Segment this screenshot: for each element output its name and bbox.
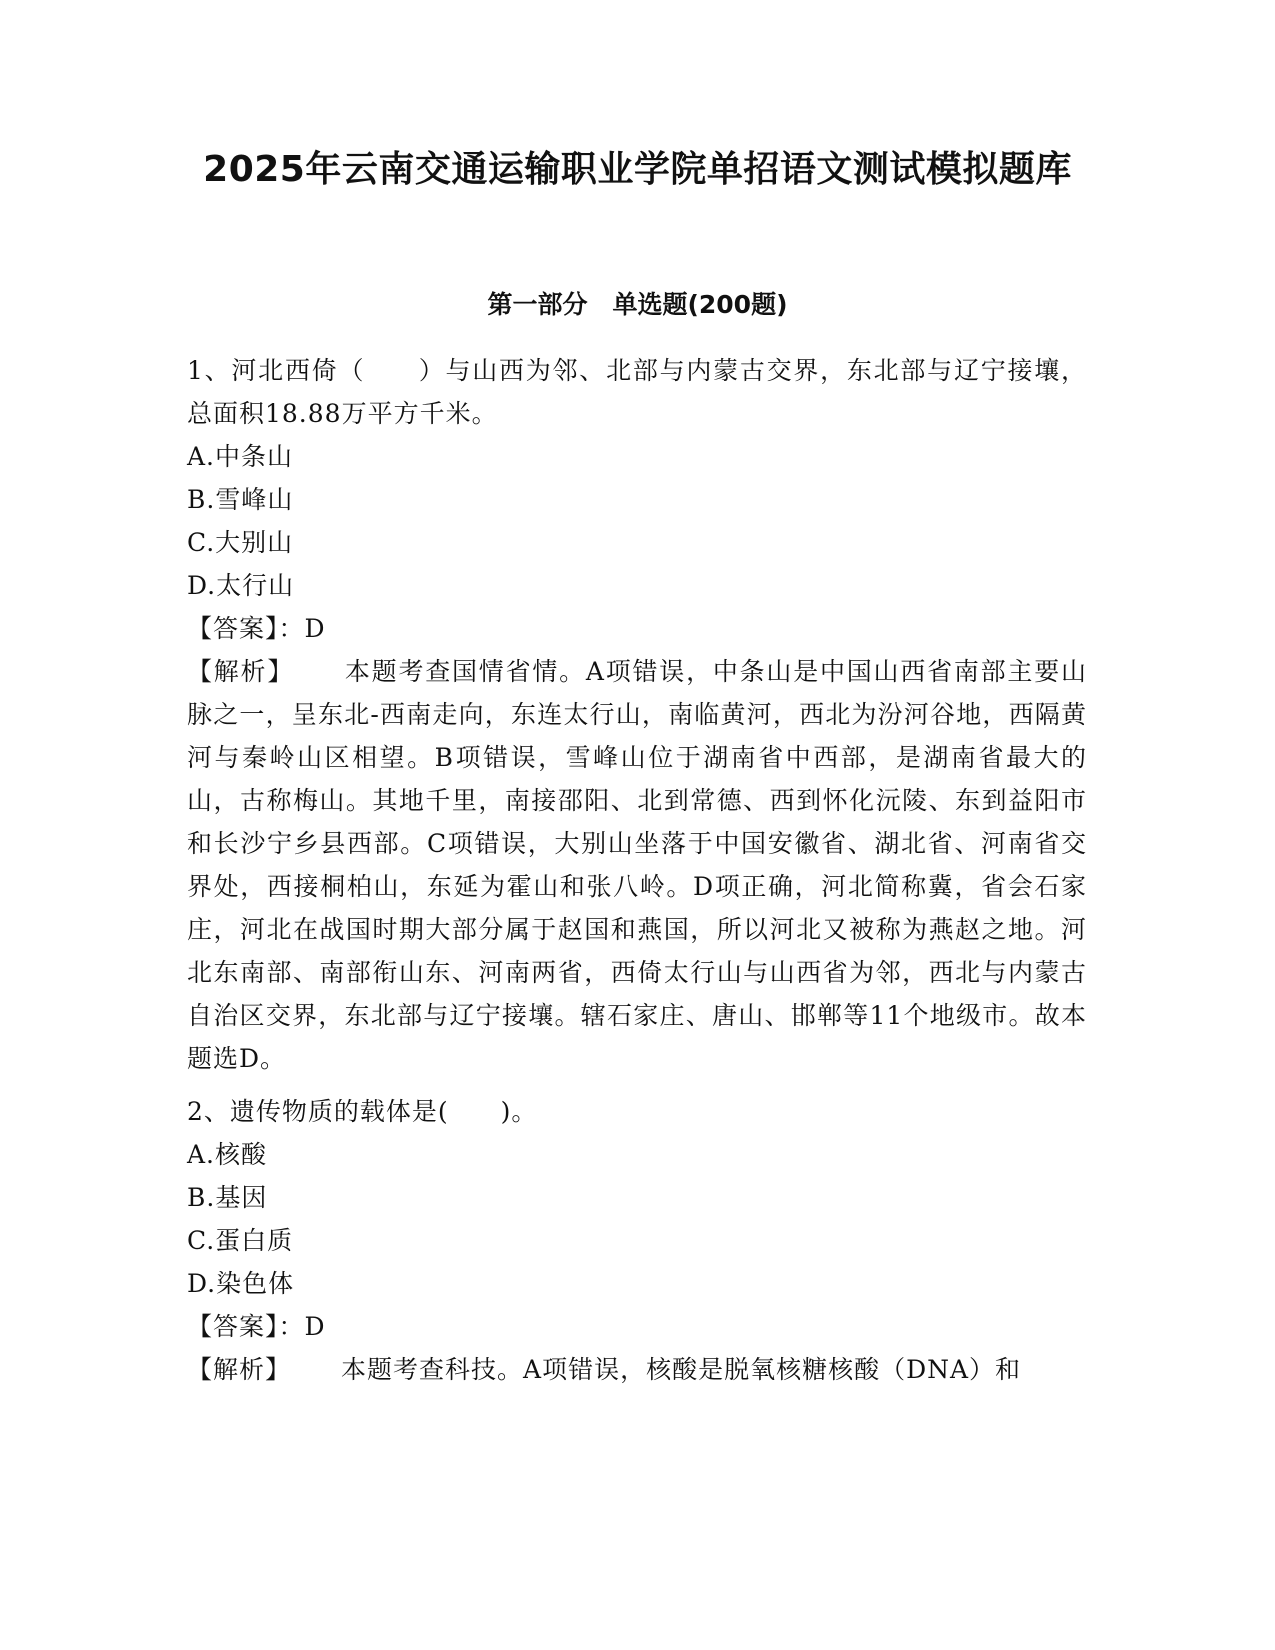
analysis-label: 【解析】 (187, 1355, 292, 1384)
analysis-paragraph (187, 650, 1087, 1080)
section-heading: 第一部分 单选题(200题) (487, 290, 788, 319)
option-a: A.核酸 (187, 1140, 268, 1169)
document-title: 2025年云南交通运输职业学院单招语文测试模拟题库 (203, 149, 1072, 190)
option-c: C.蛋白质 (187, 1226, 294, 1255)
option-a: A.中条山 (187, 442, 294, 471)
option-b: B.雪峰山 (187, 485, 294, 514)
option-d: D.染色体 (187, 1269, 295, 1298)
analysis-paragraph (187, 1348, 1087, 1391)
answer-line (187, 607, 1087, 650)
question-stem: 2、遗传物质的载体是( )。 (187, 1097, 538, 1126)
answer-line (187, 1305, 1087, 1348)
question-list (187, 349, 1087, 1391)
question-stem: 1、河北西倚（ ）与山西为邻、北部与内蒙古交界，东北部与辽宁接壤，总面积18.88万平方千米。 (187, 356, 1087, 428)
option-b: B.基因 (187, 1183, 268, 1212)
option-c: C.大别山 (187, 528, 294, 557)
answer-label: 【答案】： (187, 614, 305, 643)
answer-value: D (304, 614, 326, 643)
analysis-label: 【解析】 (187, 657, 295, 686)
analysis-text: 本题考查科技。A项错误，核酸是脱氧核糖核酸（DNA）和 (341, 1355, 1022, 1384)
analysis-text: 本题考查国情省情。A项错误，中条山是中国山西省南部主要山脉之一，呈东北-西南走向，东连太行山，南临黄河，西北为汾河谷地，西隔黄河与秦岭山区相望。B项错误，雪峰山位于湖南省中西部，是湖南省最大的山，古称梅山。其地千里，南接邵阳、北到常德、西到怀化沅陵、东到益阳市和长沙宁乡县西部。C项错误，大别山坐落于中国安徽省、湖北省、河南省交界处，西接桐柏山，东延为霍山和张八岭。D项正确，河北简称冀，省会石家庄，河北在战国时期大部分属于赵国和燕国，所以河北又被称为燕赵之地。河北东南部、南部衔山东、河南两省，西倚太行山与山西省为邻，西北与内蒙古自治区交界，东北部与辽宁接壤。辖石家庄、唐山、邯郸等11个地级市。故本题选D。 (187, 657, 1087, 1073)
answer-value: D (304, 1312, 326, 1341)
question-2 (187, 1090, 1087, 1391)
answer-label: 【答案】： (187, 1312, 305, 1341)
option-d: D.太行山 (187, 571, 295, 600)
question-1 (187, 349, 1087, 1080)
